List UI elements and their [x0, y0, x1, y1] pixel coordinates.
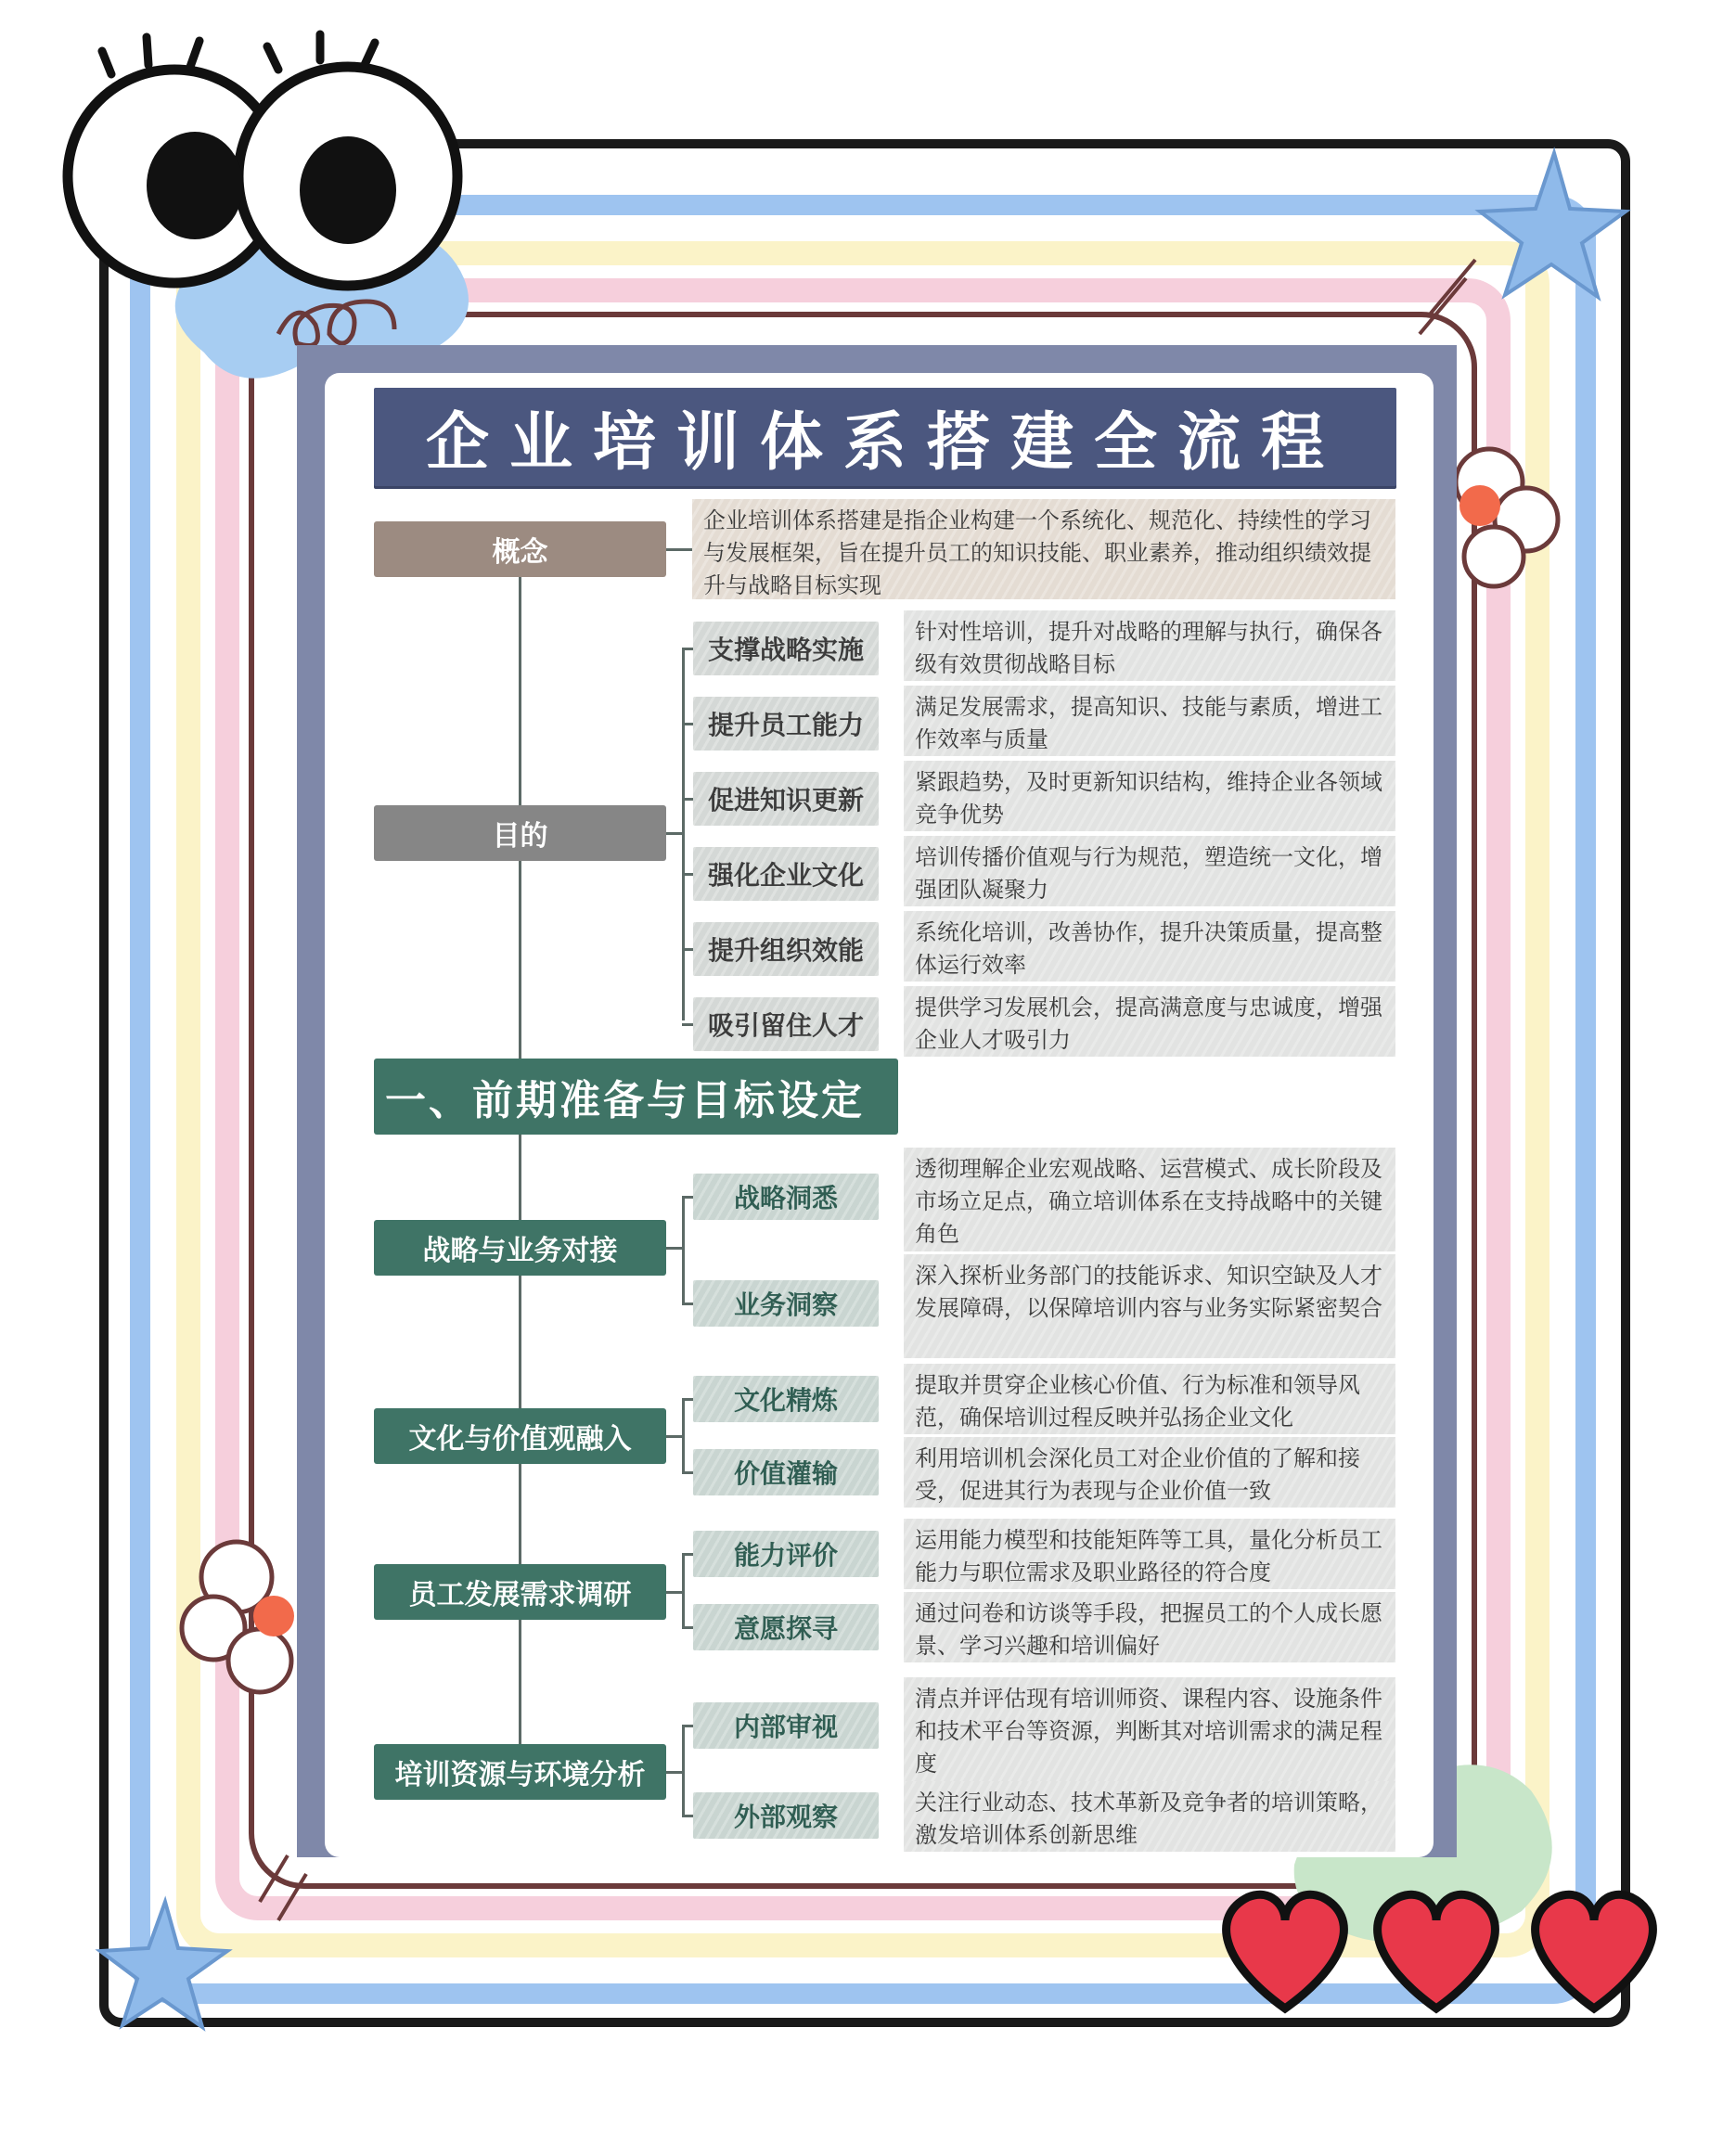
group-node: 培训资源与环境分析	[374, 1744, 666, 1800]
connector	[682, 648, 693, 650]
group-node: 文化与价值观融入	[374, 1408, 666, 1464]
group-item-label: 战略洞悉	[693, 1174, 879, 1220]
purpose-item-label: 提升组织效能	[693, 922, 879, 976]
section-title: 一、前期准备与目标设定	[374, 1059, 898, 1135]
purpose-item-text: 提供学习发展机会，提高满意度与忠诚度，增强企业人才吸引力	[904, 986, 1395, 1057]
heart-icon	[1378, 1894, 1496, 2008]
connector	[666, 1591, 683, 1594]
connector	[682, 1303, 693, 1305]
group-item-text: 运用能力模型和技能矩阵等工具，量化分析员工能力与职位需求及职业路径的符合度	[904, 1519, 1395, 1589]
connector	[682, 1815, 693, 1817]
heart-icon	[1536, 1894, 1653, 2008]
concept-text: 企业培训体系搭建是指企业构建一个系统化、规范化、持续性的学习与发展框架，旨在提升员工的知识技能、职业素养，推动组织绩效提升与战略目标实现	[692, 499, 1395, 599]
connector	[682, 798, 693, 801]
group-item-text: 清点并评估现有培训师资、课程内容、设施条件和技术平台等资源，判断其对培训需求的满足程度	[904, 1677, 1395, 1781]
page-title: 企业培训体系搭建全流程	[374, 388, 1396, 486]
purpose-item-text: 系统化培训，改善协作，提升决策质量，提高整体运行效率	[904, 911, 1395, 982]
purpose-item-label: 支撑战略实施	[693, 622, 879, 675]
group-item-label: 能力评价	[693, 1531, 879, 1577]
bracket-line	[682, 1196, 685, 1305]
connector	[682, 723, 693, 725]
purpose-item-text: 紧跟趋势，及时更新知识结构，维持企业各领域竞争优势	[904, 761, 1395, 831]
star-icon	[100, 1902, 227, 2027]
group-item-text: 透彻理解企业宏观战略、运营模式、成长阶段及市场立足点，确立培训体系在支持战略中的关键角色	[904, 1148, 1395, 1251]
connector	[682, 1023, 693, 1026]
group-item-text: 通过问卷和访谈等手段，把握员工的个人成长愿景、学习兴趣和培训偏好	[904, 1592, 1395, 1662]
group-item-label: 意愿探寻	[693, 1604, 879, 1650]
group-item-text: 关注行业动态、技术革新及竞争者的培训策略，激发培训体系创新思维	[904, 1781, 1395, 1852]
connector	[682, 1398, 693, 1401]
purpose-item-text: 针对性培训，提升对战略的理解与执行，确保各级有效贯彻战略目标	[904, 610, 1395, 681]
flower-icon	[182, 1542, 294, 1692]
group-item-text: 深入探析业务部门的技能诉求、知识空缺及人才发展障碍，以保障培训内容与业务实际紧密契合	[904, 1254, 1395, 1358]
group-item-label: 内部审视	[693, 1702, 879, 1749]
group-item-label: 文化精炼	[693, 1376, 879, 1422]
purpose-item-text: 培训传播价值观与行为规范，塑造统一文化，增强团队凝聚力	[904, 836, 1395, 906]
bracket-line	[682, 649, 685, 1020]
connector	[666, 832, 683, 835]
purpose-item-label: 提升员工能力	[693, 697, 879, 751]
group-item-label: 业务洞察	[693, 1280, 879, 1327]
connector	[682, 1471, 693, 1474]
group-item-label: 价值灌输	[693, 1449, 879, 1495]
star-icon	[1480, 153, 1626, 297]
group-item-text: 利用培训机会深化员工对企业价值的了解和接受，促进其行为表现与企业价值一致	[904, 1437, 1395, 1508]
group-node: 战略与业务对接	[374, 1220, 666, 1276]
connector	[666, 1771, 683, 1774]
purpose-item-label: 促进知识更新	[693, 772, 879, 826]
connector	[682, 1626, 693, 1629]
connector	[682, 948, 693, 951]
group-item-text: 提取并贯穿企业核心价值、行为标准和领导风范，确保培训过程反映并弘扬企业文化	[904, 1364, 1395, 1434]
purpose-item-label: 吸引留住人才	[693, 997, 879, 1051]
purpose-item-label: 强化企业文化	[693, 847, 879, 901]
flower-icon	[1456, 449, 1558, 586]
concept-node: 概念	[374, 521, 666, 577]
connector	[666, 1247, 683, 1250]
heart-icon	[1227, 1894, 1344, 2008]
group-item-label: 外部观察	[693, 1792, 879, 1839]
bracket-line	[682, 1725, 685, 1817]
purpose-node: 目的	[374, 805, 666, 861]
connector	[682, 1725, 693, 1727]
bracket-line	[682, 1398, 685, 1474]
purpose-item-text: 满足发展需求，提高知识、技能与素质，增进工作效率与质量	[904, 686, 1395, 756]
connector	[666, 1435, 683, 1438]
group-node: 员工发展需求调研	[374, 1564, 666, 1620]
hearts	[1227, 1894, 1653, 2008]
connector	[682, 1553, 693, 1556]
connector	[666, 548, 692, 551]
cartoon-eyes	[68, 34, 457, 286]
connector	[682, 1196, 693, 1199]
bracket-line	[682, 1553, 685, 1629]
connector	[682, 873, 693, 876]
